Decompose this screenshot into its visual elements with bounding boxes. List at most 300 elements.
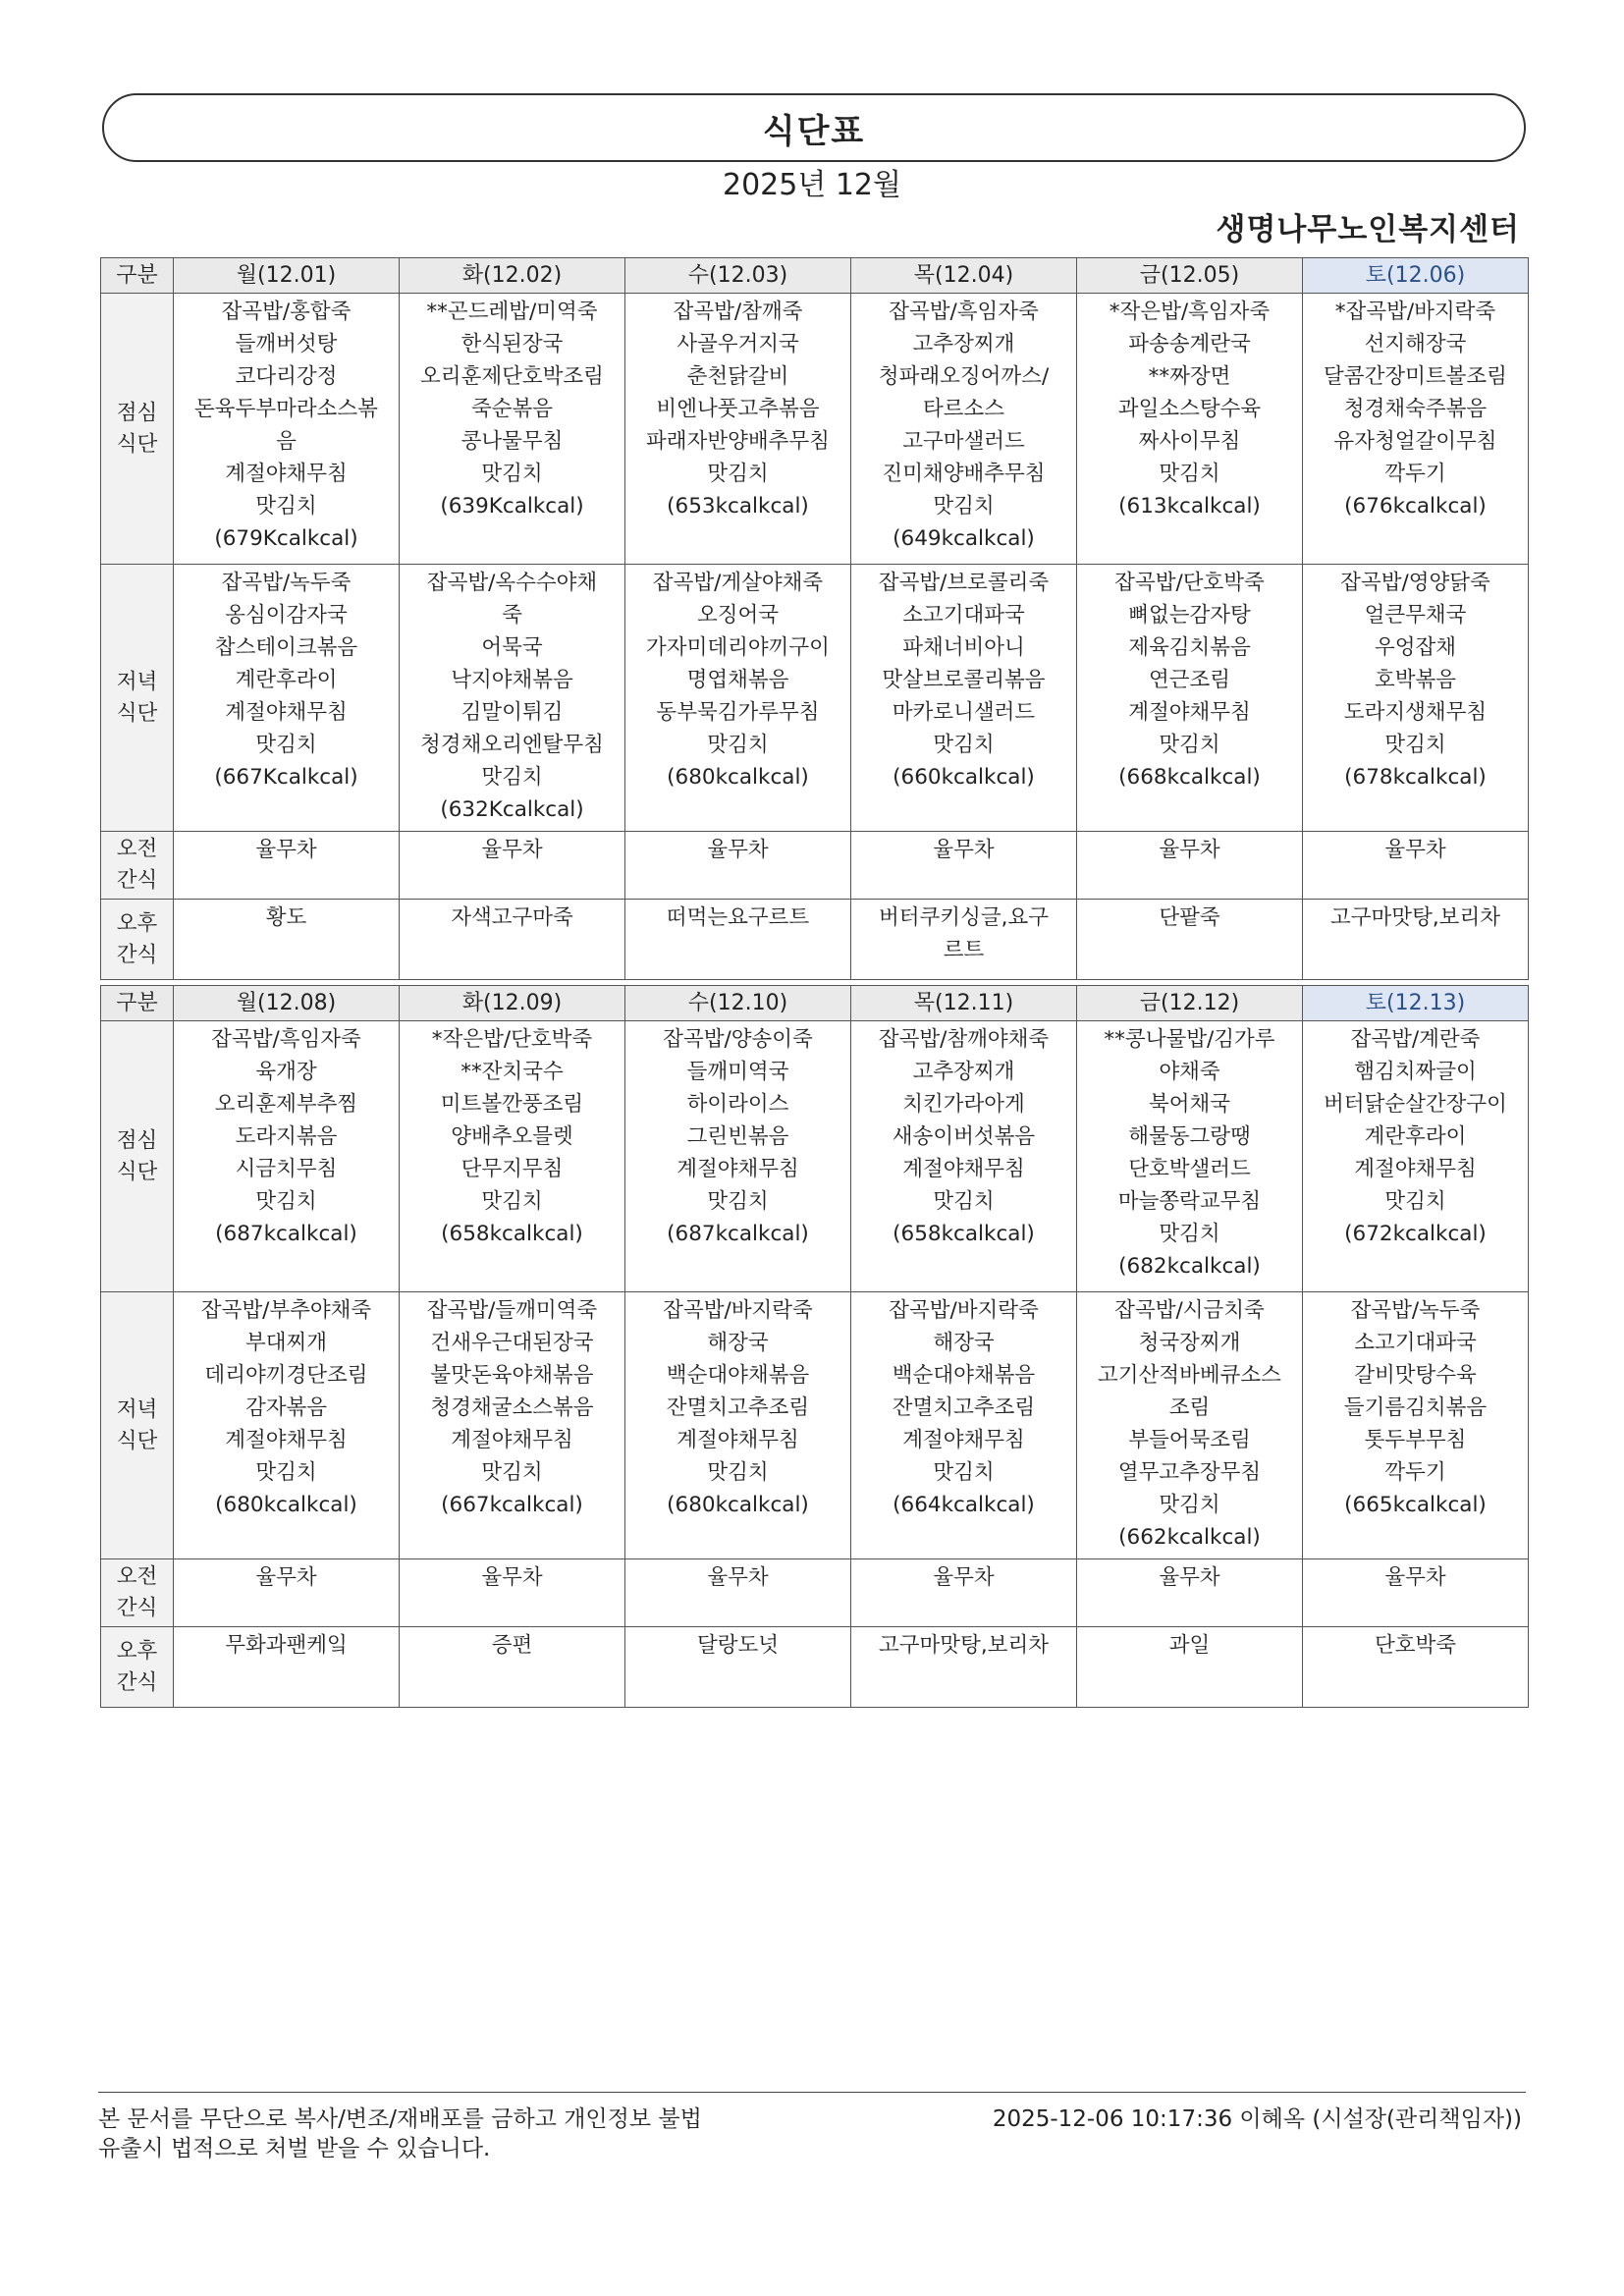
- menu-item: 뼈없는감자탕: [1128, 603, 1251, 628]
- menu-item: 잡곡밥/단호박죽: [1114, 571, 1265, 595]
- menu-cell: [400, 1627, 625, 1708]
- day-header: 월(12.01): [174, 258, 400, 294]
- menu-item: **잔치국수: [460, 1060, 564, 1084]
- menu-item: (653kcalkcal): [667, 494, 809, 519]
- menu-item: 계절야채무침: [1128, 700, 1251, 725]
- menu-item: 해물동그랑땡: [1128, 1124, 1251, 1149]
- menu-item: (658kcalkcal): [893, 1222, 1035, 1246]
- menu-item: 율무차: [255, 1565, 317, 1590]
- menu-cell: [1303, 565, 1529, 832]
- menu-cell: [625, 1292, 851, 1559]
- menu-cell: [174, 1021, 400, 1292]
- afternoon-snack-row: [101, 1627, 1529, 1708]
- menu-item: 맛김치: [255, 494, 317, 519]
- menu-item: (668kcalkcal): [1118, 765, 1261, 790]
- menu-cell: [851, 1627, 1077, 1708]
- menu-item: 맛김치: [255, 1460, 317, 1485]
- menu-item: 선지해장국: [1364, 332, 1467, 356]
- menu-item: 맛살브로콜리볶음: [882, 668, 1046, 692]
- menu-item: 계절야채무침: [225, 700, 348, 725]
- menu-item: 잡곡밥/게살야채죽: [652, 571, 824, 595]
- menu-item: 육개장: [255, 1060, 317, 1084]
- menu-item: 톳두부무침: [1364, 1428, 1467, 1452]
- menu-table-week-1: [100, 257, 1529, 980]
- menu-cell: [1303, 1021, 1529, 1292]
- menu-item: 황도: [265, 905, 307, 930]
- menu-item: 옹심이감자국: [225, 603, 348, 628]
- menu-cell: [1303, 900, 1529, 980]
- menu-item: 율무차: [1384, 1565, 1446, 1590]
- menu-item: (613kcalkcal): [1118, 494, 1261, 519]
- menu-item: 잡곡밥/참깨야채죽: [878, 1027, 1050, 1052]
- menu-cell: [625, 1559, 851, 1627]
- menu-item: 파래자반양배추무침: [646, 429, 830, 454]
- row-label-line: 오전: [116, 1564, 158, 1589]
- menu-item: 맛김치: [1159, 1222, 1220, 1246]
- menu-item: 새송이버섯볶음: [892, 1124, 1036, 1149]
- row-label: [101, 832, 174, 900]
- menu-item: 해장국: [707, 1331, 769, 1355]
- menu-item: 그린빈볶음: [686, 1124, 789, 1149]
- row-label-line: 저녁: [116, 669, 158, 694]
- menu-item: 청경채숙주볶음: [1343, 397, 1488, 421]
- menu-item: 맛김치: [933, 733, 995, 757]
- print-stamp: 2025-12-06 10:17:36 이혜옥 (시설장(관리책임자)): [992, 2106, 1522, 2132]
- menu-item: (679Kcalkcal): [214, 526, 358, 551]
- menu-item: (680kcalkcal): [215, 1493, 357, 1517]
- menu-cell: [851, 832, 1077, 900]
- day-header: 월(12.08): [174, 986, 400, 1021]
- menu-item: 잡곡밥/흑임자죽: [889, 300, 1039, 324]
- menu-cell: [1077, 832, 1303, 900]
- menu-item: 고추장찌개: [912, 332, 1015, 356]
- menu-item: 달콤간장미트볼조림: [1324, 364, 1507, 389]
- day-header: 목(12.11): [851, 986, 1077, 1021]
- menu-cell: [400, 900, 625, 980]
- menu-cell: [1077, 294, 1303, 565]
- menu-item: 맛김치: [255, 1189, 317, 1214]
- row-label-line: 간식: [116, 1669, 158, 1695]
- menu-item: 연근조림: [1148, 668, 1231, 692]
- menu-item: 잡곡밥/녹두죽: [221, 571, 352, 595]
- row-label-line: 식단: [116, 1428, 158, 1453]
- menu-item: 백순대야채볶음: [892, 1363, 1036, 1388]
- menu-item: 율무차: [933, 1565, 995, 1590]
- menu-item: 도라지생채무침: [1343, 700, 1488, 725]
- menu-cell: [1303, 1292, 1529, 1559]
- row-label: [101, 1292, 174, 1559]
- menu-item: 잡곡밥/브로콜리죽: [878, 571, 1050, 595]
- menu-cell: [851, 1292, 1077, 1559]
- menu-item: 진미채양배추무침: [882, 462, 1046, 486]
- menu-cell: [625, 1021, 851, 1292]
- menu-item: 맛김치: [707, 1460, 769, 1485]
- menu-item: 계절야채무침: [677, 1157, 799, 1181]
- menu-item: 돈육두부마라소스볶: [194, 397, 378, 421]
- menu-item: 율무차: [1159, 1565, 1220, 1590]
- menu-item: (680kcalkcal): [667, 1493, 809, 1517]
- menu-cell: [1077, 1559, 1303, 1627]
- menu-item: 청경채오리엔탈무침: [420, 733, 604, 757]
- menu-item: 김말이튀김: [460, 700, 564, 725]
- menu-cell: [625, 565, 851, 832]
- lunch-row: [101, 294, 1529, 565]
- menu-item: **콩나물밥/김가루: [1104, 1027, 1275, 1052]
- menu-item: (665kcalkcal): [1344, 1493, 1487, 1517]
- menu-item: 고구마맛탕,보리차: [1330, 905, 1500, 930]
- row-label-line: 식단: [116, 700, 158, 726]
- menu-item: 부들어묵조림: [1128, 1428, 1251, 1452]
- notice-line: 유출시 법적으로 처벌 받을 수 있습니다.: [98, 2136, 491, 2161]
- menu-item: 르트: [943, 938, 985, 962]
- menu-item: 오리훈제부추찜: [214, 1092, 358, 1117]
- menu-item: 자색고구마죽: [451, 905, 573, 930]
- menu-cell: [625, 294, 851, 565]
- menu-cell: [400, 832, 625, 900]
- copyright-notice: [98, 2105, 702, 2163]
- menu-item: 조림: [1168, 1395, 1211, 1420]
- menu-item: (672kcalkcal): [1344, 1222, 1487, 1246]
- menu-item: 어묵국: [481, 635, 543, 660]
- menu-cell: [1303, 1559, 1529, 1627]
- menu-item: 달랑도넛: [696, 1633, 780, 1658]
- menu-item: 맛김치: [481, 462, 543, 486]
- menu-item: 잡곡밥/녹두죽: [1350, 1298, 1481, 1323]
- row-label-line: 오후: [116, 1638, 158, 1664]
- menu-cell: [174, 565, 400, 832]
- menu-item: (632Kcalkcal): [440, 797, 584, 822]
- menu-item: 과일: [1168, 1633, 1211, 1658]
- day-header-row: [101, 258, 1529, 294]
- menu-item: 맛김치: [481, 1189, 543, 1214]
- menu-item: 율무차: [481, 838, 543, 862]
- row-label-line: 점심: [116, 1127, 158, 1153]
- menu-cell: [851, 565, 1077, 832]
- menu-item: 백순대야채볶음: [666, 1363, 810, 1388]
- menu-table-week-2: [100, 985, 1529, 1708]
- menu-item: 파채너비아니: [902, 635, 1025, 660]
- dinner-row: [101, 1292, 1529, 1559]
- row-label: [101, 294, 174, 565]
- menu-item: 오징어국: [696, 603, 780, 628]
- menu-cell: [174, 1292, 400, 1559]
- menu-item: 야채죽: [1159, 1060, 1220, 1084]
- menu-item: 호박볶음: [1374, 668, 1457, 692]
- menu-cell: [851, 1559, 1077, 1627]
- menu-item: 깍두기: [1384, 1460, 1446, 1485]
- menu-cell: [851, 294, 1077, 565]
- menu-item: 잡곡밥/영양닭죽: [1340, 571, 1490, 595]
- menu-item: (660kcalkcal): [893, 765, 1035, 790]
- row-label-line: 간식: [116, 1596, 158, 1620]
- menu-item: 파송송계란국: [1128, 332, 1251, 356]
- menu-cell: [174, 832, 400, 900]
- menu-cell: [400, 1559, 625, 1627]
- menu-item: 들깨버섯탕: [235, 332, 338, 356]
- menu-cell: [1077, 1292, 1303, 1559]
- menu-item: 계절야채무침: [1354, 1157, 1477, 1181]
- menu-item: 동부묵김가루무침: [656, 700, 820, 725]
- menu-cell: [851, 900, 1077, 980]
- day-header: 금(12.05): [1077, 258, 1303, 294]
- menu-item: 죽: [502, 603, 522, 628]
- menu-item: (682kcalkcal): [1118, 1254, 1261, 1279]
- row-label-line: 점심: [116, 400, 158, 425]
- menu-item: 치킨가라아게: [902, 1092, 1025, 1117]
- menu-item: 잡곡밥/계란죽: [1350, 1027, 1481, 1052]
- menu-cell: [1077, 900, 1303, 980]
- day-header: 수(12.03): [625, 258, 851, 294]
- menu-item: (687kcalkcal): [667, 1222, 809, 1246]
- row-label-line: 식단: [116, 1159, 158, 1184]
- row-label-line: 간식: [116, 942, 158, 967]
- menu-item: (639Kcalkcal): [440, 494, 584, 519]
- menu-item: 불맛돈육야채볶음: [430, 1363, 594, 1388]
- menu-item: 미트볼깐풍조림: [440, 1092, 584, 1117]
- menu-item: *잡곡밥/바지락죽: [1334, 300, 1496, 324]
- menu-item: 소고기대파국: [1354, 1331, 1477, 1355]
- menu-item: 깍두기: [1384, 462, 1446, 486]
- menu-cell: [400, 1021, 625, 1292]
- menu-item: 맛김치: [1384, 1189, 1446, 1214]
- menu-item: (658kcalkcal): [441, 1222, 583, 1246]
- menu-item: 춘천닭갈비: [686, 364, 789, 389]
- menu-item: 시금치무침: [235, 1157, 338, 1181]
- menu-item: 떠먹는요구르트: [666, 905, 810, 930]
- menu-item: 제육김치볶음: [1128, 635, 1251, 660]
- row-label-line: 오후: [116, 910, 158, 936]
- menu-item: 죽순볶음: [470, 397, 554, 421]
- menu-cell: [174, 1559, 400, 1627]
- menu-item: 잡곡밥/바지락죽: [663, 1298, 813, 1323]
- menu-item: 율무차: [707, 1565, 769, 1590]
- menu-item: 율무차: [255, 838, 317, 862]
- menu-item: 청파래오징어까스/: [878, 364, 1050, 389]
- menu-item: (678kcalkcal): [1344, 765, 1487, 790]
- footer-divider: [98, 2092, 1526, 2093]
- menu-item: 단호박죽: [1374, 1633, 1457, 1658]
- menu-item: 율무차: [1159, 838, 1220, 862]
- menu-item: 들깨미역국: [686, 1060, 789, 1084]
- day-header: 금(12.12): [1077, 986, 1303, 1021]
- afternoon-snack-row: [101, 900, 1529, 980]
- menu-item: 계절야채무침: [451, 1428, 573, 1452]
- menu-item: 소고기대파국: [902, 603, 1025, 628]
- row-label: [101, 1627, 174, 1708]
- menu-item: 찹스테이크볶음: [214, 635, 358, 660]
- menu-item: (676kcalkcal): [1344, 494, 1487, 519]
- menu-item: 단팥죽: [1159, 905, 1220, 930]
- menu-item: 계란후라이: [235, 668, 338, 692]
- menu-item: 맛김치: [481, 1460, 543, 1485]
- row-label-line: 저녁: [116, 1396, 158, 1422]
- menu-item: 율무차: [481, 1565, 543, 1590]
- row-label: [101, 565, 174, 832]
- row-label-line: 간식: [116, 868, 158, 893]
- menu-item: 잡곡밥/부추야채죽: [200, 1298, 372, 1323]
- menu-item: 사골우거지국: [677, 332, 799, 356]
- menu-cell: [1303, 832, 1529, 900]
- menu-cell: [625, 1627, 851, 1708]
- menu-cell: [400, 1292, 625, 1559]
- menu-item: **곤드레밥/미역죽: [426, 300, 598, 324]
- menu-item: 계절야채무침: [225, 1428, 348, 1452]
- menu-item: 계란후라이: [1364, 1124, 1467, 1149]
- menu-item: 잔멸치고추조림: [666, 1395, 810, 1420]
- menu-item: 잡곡밥/들깨미역죽: [426, 1298, 598, 1323]
- menu-item: 잡곡밥/흑임자죽: [211, 1027, 361, 1052]
- menu-item: 증편: [491, 1633, 533, 1658]
- menu-item: 콩나물무침: [460, 429, 564, 454]
- menu-item: 계절야채무침: [902, 1157, 1025, 1181]
- organization-name: 생명나무노인복지센터: [1216, 212, 1520, 247]
- menu-cell: [1303, 294, 1529, 565]
- menu-item: 타르소스: [922, 397, 1005, 421]
- menu-cell: [1303, 1627, 1529, 1708]
- menu-cell: [400, 565, 625, 832]
- menu-item: **짜장면: [1148, 364, 1231, 389]
- day-header: 수(12.10): [625, 986, 851, 1021]
- menu-item: 잡곡밥/시금치죽: [1114, 1298, 1265, 1323]
- menu-item: 맛김치: [707, 462, 769, 486]
- menu-item: 청국장찌개: [1138, 1331, 1241, 1355]
- menu-cell: [851, 1021, 1077, 1292]
- menu-item: 들기름김치볶음: [1343, 1395, 1488, 1420]
- menu-item: 감자볶음: [244, 1395, 328, 1420]
- menu-item: 잡곡밥/홍합죽: [221, 300, 352, 324]
- menu-item: 햄김치짜글이: [1354, 1060, 1477, 1084]
- menu-item: 고기산적바베큐소스: [1098, 1363, 1281, 1388]
- menu-item: 한식된장국: [460, 332, 564, 356]
- menu-item: 맛김치: [933, 1460, 995, 1485]
- menu-item: 비엔나풋고추볶음: [656, 397, 820, 421]
- menu-item: 음: [276, 429, 297, 454]
- menu-item: 열무고추장무침: [1117, 1460, 1262, 1485]
- row-label: [101, 1559, 174, 1627]
- menu-cell: [174, 900, 400, 980]
- day-header: 토(12.06): [1303, 258, 1529, 294]
- day-header: 토(12.13): [1303, 986, 1529, 1021]
- menu-item: 고추장찌개: [912, 1060, 1015, 1084]
- menu-item: 얼큰무채국: [1364, 603, 1467, 628]
- menu-cell: [1077, 1021, 1303, 1292]
- row-label: [101, 900, 174, 980]
- menu-item: 단호박샐러드: [1128, 1157, 1251, 1181]
- menu-item: 잡곡밥/바지락죽: [889, 1298, 1039, 1323]
- menu-item: (667Kcalkcal): [214, 765, 358, 790]
- menu-item: 가자미데리야끼구이: [646, 635, 830, 660]
- menu-item: 갈비맛탕수육: [1354, 1363, 1477, 1388]
- month-subtitle: 2025년 12월: [722, 168, 902, 202]
- day-header: 목(12.04): [851, 258, 1077, 294]
- menu-item: 건새우근대된장국: [430, 1331, 594, 1355]
- menu-item: 마카로니샐러드: [892, 700, 1036, 725]
- header-category-label: 구분: [101, 986, 174, 1021]
- menu-item: 북어채국: [1148, 1092, 1231, 1117]
- menu-item: 계절야채무침: [225, 462, 348, 486]
- menu-item: 맛김치: [1159, 733, 1220, 757]
- menu-item: 맛김치: [1159, 1493, 1220, 1517]
- menu-item: 해장국: [933, 1331, 995, 1355]
- page-title: 식단표: [762, 111, 866, 151]
- menu-item: 율무차: [707, 838, 769, 862]
- menu-item: 무화과팬케잌: [225, 1633, 348, 1658]
- row-label: [101, 1021, 174, 1292]
- menu-cell: [625, 832, 851, 900]
- lunch-row: [101, 1021, 1529, 1292]
- menu-item: 맛김치: [707, 1189, 769, 1214]
- menu-item: 맛김치: [933, 494, 995, 519]
- menu-item: 계절야채무침: [677, 1428, 799, 1452]
- menu-cell: [400, 294, 625, 565]
- menu-item: 고구마맛탕,보리차: [879, 1633, 1049, 1658]
- menu-item: 부대찌개: [244, 1331, 328, 1355]
- menu-item: 맛김치: [933, 1189, 995, 1214]
- menu-item: (662kcalkcal): [1118, 1525, 1261, 1550]
- menu-item: 하이라이스: [686, 1092, 789, 1117]
- menu-item: 단무지무침: [460, 1157, 564, 1181]
- menu-item: 데리야끼경단조림: [204, 1363, 368, 1388]
- menu-item: 과일소스탕수육: [1117, 397, 1262, 421]
- menu-item: 유자청얼갈이무침: [1333, 429, 1497, 454]
- row-label-line: 오전: [116, 837, 158, 861]
- menu-item: 우엉잡채: [1374, 635, 1457, 660]
- menu-item: (667kcalkcal): [441, 1493, 583, 1517]
- menu-item: (649kcalkcal): [893, 526, 1035, 551]
- menu-item: 율무차: [1384, 838, 1446, 862]
- menu-item: *작은밥/단호박죽: [431, 1027, 593, 1052]
- menu-item: 청경채굴소스볶음: [430, 1395, 594, 1420]
- menu-item: 맛김치: [707, 733, 769, 757]
- menu-item: 잡곡밥/양송이죽: [663, 1027, 813, 1052]
- menu-cell: [625, 900, 851, 980]
- menu-item: 맛김치: [255, 733, 317, 757]
- menu-item: 고구마샐러드: [902, 429, 1025, 454]
- menu-item: 맛김치: [1384, 733, 1446, 757]
- menu-item: 마늘쫑락교무침: [1117, 1189, 1262, 1214]
- menu-item: 오리훈제단호박조림: [420, 364, 604, 389]
- morning-snack-row: [101, 832, 1529, 900]
- menu-item: 율무차: [933, 838, 995, 862]
- menu-item: *작은밥/흑임자죽: [1109, 300, 1271, 324]
- menu-item: (680kcalkcal): [667, 765, 809, 790]
- menu-item: 코다리강정: [235, 364, 338, 389]
- day-header-row: [101, 986, 1529, 1021]
- menu-item: 맛김치: [1159, 462, 1220, 486]
- menu-item: (664kcalkcal): [893, 1493, 1035, 1517]
- menu-item: 낙지야채볶음: [451, 668, 573, 692]
- menu-item: 명엽채볶음: [686, 668, 789, 692]
- menu-item: 버터닭순살간장구이: [1324, 1092, 1507, 1117]
- menu-cell: [1077, 1627, 1303, 1708]
- menu-item: 잡곡밥/참깨죽: [673, 300, 803, 324]
- dinner-row: [101, 565, 1529, 832]
- notice-line: 본 문서를 무단으로 복사/변조/재배포를 금하고 개인정보 불법: [98, 2106, 702, 2132]
- menu-cell: [1077, 565, 1303, 832]
- menu-item: 잔멸치고추조림: [892, 1395, 1036, 1420]
- header-category-label: 구분: [101, 258, 174, 294]
- menu-item: 계절야채무침: [902, 1428, 1025, 1452]
- menu-item: 버터쿠키싱글,요구: [879, 905, 1049, 930]
- day-header: 화(12.09): [400, 986, 625, 1021]
- menu-item: 도라지볶음: [235, 1124, 338, 1149]
- menu-cell: [174, 294, 400, 565]
- menu-item: (687kcalkcal): [215, 1222, 357, 1246]
- title-box: [102, 93, 1526, 162]
- menu-item: 짜사이무침: [1138, 429, 1241, 454]
- menu-cell: [174, 1627, 400, 1708]
- menu-item: 맛김치: [481, 765, 543, 790]
